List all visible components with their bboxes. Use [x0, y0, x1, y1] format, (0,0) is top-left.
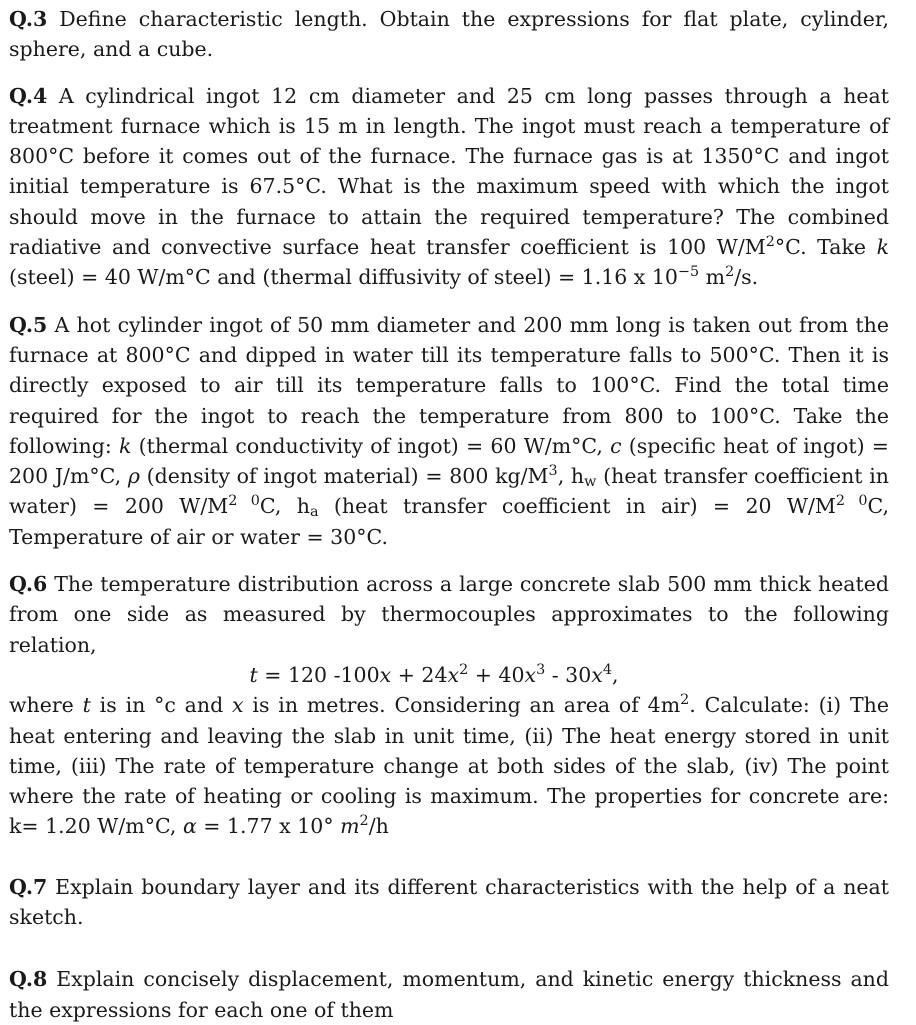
question-4-text: /s. [734, 265, 759, 290]
question-5-number: Q.5 [9, 312, 48, 337]
superscript: 2 [725, 264, 735, 281]
question-6-text: where [9, 693, 83, 718]
question-8 [9, 964, 889, 1025]
question-5-text: , h [557, 464, 585, 489]
question-4-text: °C. Take [774, 235, 877, 260]
question-5 [9, 310, 889, 552]
superscript: 3 [536, 662, 546, 679]
question-6-text: The temperature distribution across a large concrete slab 500 mm thick heated from one side as measured by thermocouples approximates to the following relation, [9, 572, 889, 657]
question-5-text: (heat transfer coefficient in air) = 20 W/M [318, 494, 836, 519]
variable-x: x [232, 693, 244, 718]
question-5-text: (density of ingot material) = 800 kg/M [139, 464, 549, 489]
superscript: 2 [680, 692, 690, 709]
question-5-text: C, h [259, 494, 310, 519]
variable-k: k [118, 433, 132, 458]
question-7-number: Q.7 [9, 874, 48, 899]
question-5-text: (specific heat of ingot) = 200 J/m°C, [9, 433, 889, 489]
question-3 [9, 4, 889, 65]
variable-x: x [591, 662, 603, 687]
superscript: 2 [359, 813, 369, 830]
variable-alpha: α [182, 814, 197, 839]
question-6-text: /h [368, 814, 389, 839]
equation-term: + 40 [468, 662, 525, 687]
question-5-text: (thermal conductivity of ingot) = 60 W/m°C, [131, 433, 611, 458]
superscript: −5 [677, 264, 700, 281]
question-5-text: C, Temperature of air or water = 30°C. [9, 494, 890, 549]
variable-t: t [82, 693, 91, 718]
superscript: 3 [548, 463, 558, 480]
question-5-text: (heat transfer coefficient in water) = 200 W/M [9, 464, 889, 519]
question-6-text: = 1.77 x 10° [196, 814, 334, 839]
superscript: 2 [765, 234, 775, 251]
question-6-number: Q.6 [9, 572, 48, 597]
question-5-text: A hot cylinder ingot of 50 mm diameter and 200 mm long is taken out from the furnace at 800°C and dipped in water till its temperature falls to 500°C. Then it is directly exposed to air till its temperature falls to 100°C. Find the total time required for the ingot to reach the temperature from 800 to 100°C. Take the following: [9, 312, 889, 458]
question-6-text: . Calculate: (i) The heat entering and leaving the slab in unit time, (ii) The heat energy stored in unit time, (iii) The rate of temperature change at both sides of the slab, (iv) The point where the rate of heating or cooling is maximum. The properties for concrete are: k= 1.20 W/m°C, [9, 693, 890, 839]
equation-term: = 120 -100 [257, 662, 380, 687]
equation-term: , [611, 662, 619, 687]
question-7 [9, 872, 889, 933]
question-7-text: Explain boundary layer and its different characteristics with the help of a neat sketch. [9, 874, 889, 930]
question-8-number: Q.8 [9, 967, 48, 992]
equation-term: - 30 [545, 662, 592, 687]
variable-c: c [610, 433, 622, 458]
temperature-equation [9, 660, 889, 690]
superscript: 4 [602, 662, 612, 679]
question-6-text: is in °c and [90, 693, 233, 718]
subscript: a [309, 504, 319, 521]
equation-term: + 24 [391, 662, 448, 687]
question-6-text: is in metres. Considering an area of 4m [243, 693, 681, 718]
variable-rho: ρ [127, 464, 140, 489]
superscript: 2 [459, 662, 469, 679]
question-3-number: Q.3 [9, 7, 48, 31]
superscript: 2 0 [835, 493, 868, 510]
unit-m: m [333, 814, 360, 839]
question-8-text: Explain concisely displacement, momentum, and kinetic energy thickness and the expressions for each one of them [9, 967, 889, 1022]
variable-t: t [249, 662, 258, 687]
variable-x: x [524, 662, 537, 687]
question-4 [9, 81, 889, 293]
superscript: 2 0 [228, 493, 260, 510]
question-4-text: (steel) = 40 W/m°C and (thermal diffusivity of steel) = 1.16 x 10 [9, 265, 678, 290]
question-4-text: m [699, 265, 726, 290]
variable-x: x [447, 662, 460, 687]
question-4-number: Q.4 [9, 83, 48, 108]
variable-k: k [876, 235, 889, 260]
question-3-text: Define characteristic length. Obtain the expressions for flat plate, cylinder, sphere, and a cube. [9, 7, 889, 62]
variable-x: x [379, 662, 392, 687]
question-sheet [9, 4, 889, 1025]
question-6 [9, 569, 889, 842]
question-4-text: A cylindrical ingot 12 cm diameter and 25 cm long passes through a heat treatment furnace which is 15 m in length. The ingot must reach a temperature of 800°C before it comes out of the furnace. The furnace gas is at 1350°C and ingot initial temperature is 67.5°C. What is the maximum speed with which the ingot should move in the furnace to attain the required temperature? The combined radiative and convective surface heat transfer coefficient is 100 W/M [9, 83, 889, 260]
subscript: w [584, 474, 597, 491]
